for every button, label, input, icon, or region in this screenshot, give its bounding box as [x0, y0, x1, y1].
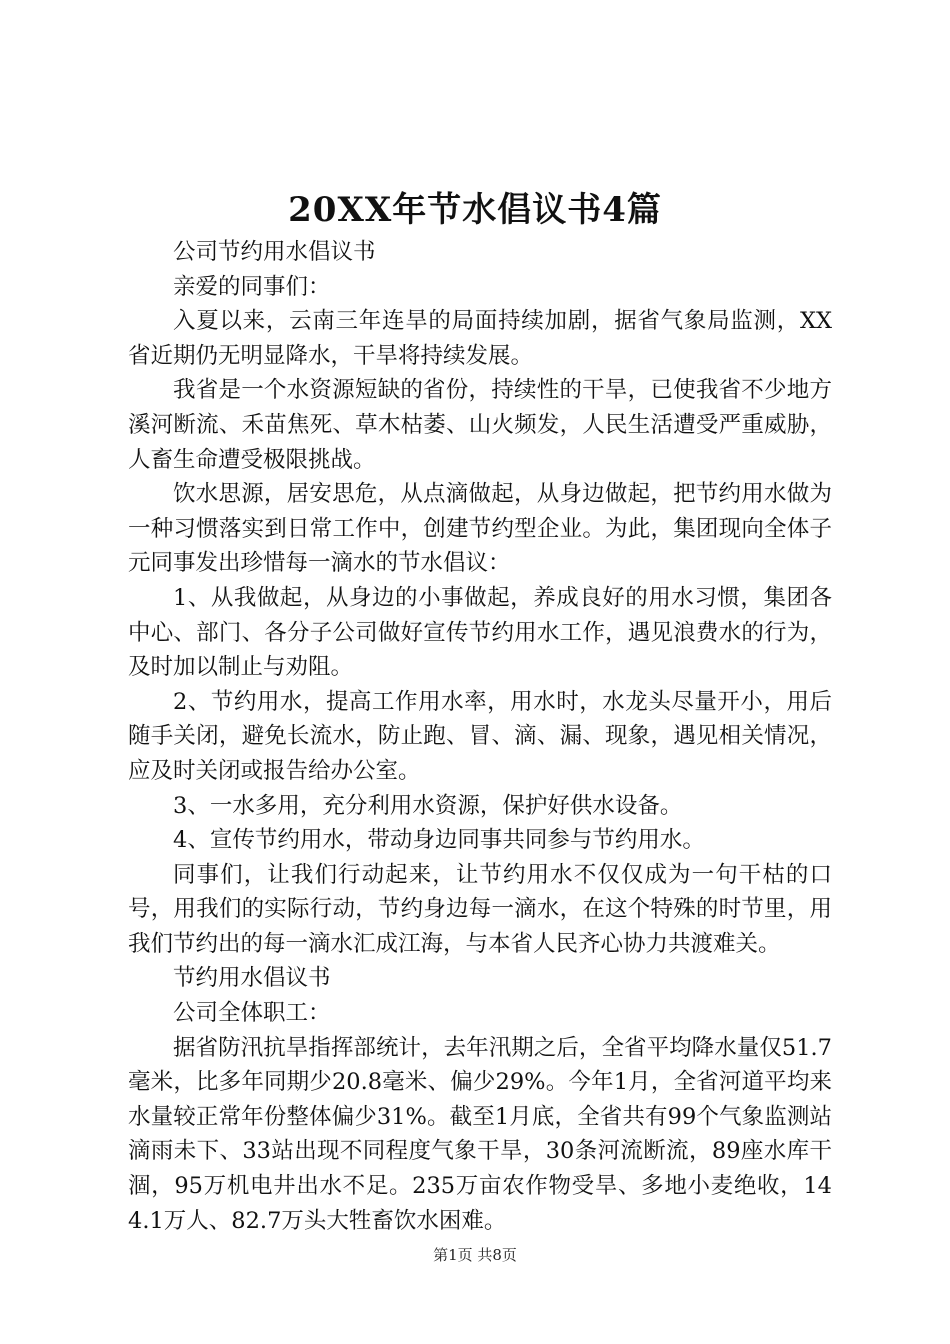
paragraph: 同事们，让我们行动起来，让节约用水不仅仅成为一句干枯的口号，用我们的实际行动，节约身边每一滴水，在这个特殊的时节里，用我们节约出的每一滴水汇成江海，与本省人民齐心协力共渡难关。 — [128, 861, 832, 957]
document-title: 20XX年节水倡议书4篇 — [288, 190, 662, 230]
document-body — [128, 235, 832, 1238]
list-item: 4、宣传节约用水，带动身边同事共同参与节约用水。 — [173, 827, 705, 854]
page-number-footer: 第1页 共8页 — [433, 1246, 517, 1264]
paragraph-salutation-1: 亲爱的同事们： — [173, 273, 331, 300]
paragraph: 我省是一个水资源短缺的省份，持续性的干旱，已使我省不少地方溪河断流、禾苗焦死、草木枯萎、山火频发，人民生活遭受严重威胁，人畜生命遭受极限挑战。 — [128, 377, 832, 473]
list-item: 3、一水多用，充分利用水资源，保护好供水设备。 — [173, 792, 683, 819]
paragraph: 据省防汛抗旱指挥部统计，去年汛期之后，全省平均降水量仅51.7毫米，比多年同期少20.8毫米、偏少29%。今年1月，全省河道平均来水量较正常年份整体偏少31%。截至1月底，全省共有99个气象监测站滴雨未下、33站出现不同程度气象干旱，30条河流断流，89座水库干涸，95万机电井出水不足。235万亩农作物受旱、多地小麦绝收，144.1万人、82.7万头大牲畜饮水困难。 — [128, 1034, 832, 1234]
list-item: 1、从我做起，从身边的小事做起，养成良好的用水习惯，集团各中心、部门、各分子公司做好宣传节约用水工作，遇见浪费水的行为，及时加以制止与劝阻。 — [128, 584, 832, 681]
paragraph-heading-2: 节约用水倡议书 — [173, 965, 331, 992]
paragraph-salutation-2: 公司全体职工： — [173, 1000, 331, 1027]
paragraph: 入夏以来，云南三年连旱的局面持续加剧，据省气象局监测，XX省近期仍无明显降水，干旱将持续发展。 — [128, 308, 832, 369]
paragraph: 饮水思源，居安思危，从点滴做起，从身边做起，把节约用水做为一种习惯落实到日常工作中，创建节约型企业。为此，集团现向全体子元同事发出珍惜每一滴水的节水倡议： — [128, 481, 832, 577]
list-item: 2、节约用水，提高工作用水率，用水时，水龙头尽量开小，用后随手关闭，避免长流水，防止跑、冒、滴、漏、现象，遇见相关情况，应及时关闭或报告给办公室。 — [128, 688, 832, 784]
paragraph-heading-1: 公司节约用水倡议书 — [173, 239, 376, 265]
